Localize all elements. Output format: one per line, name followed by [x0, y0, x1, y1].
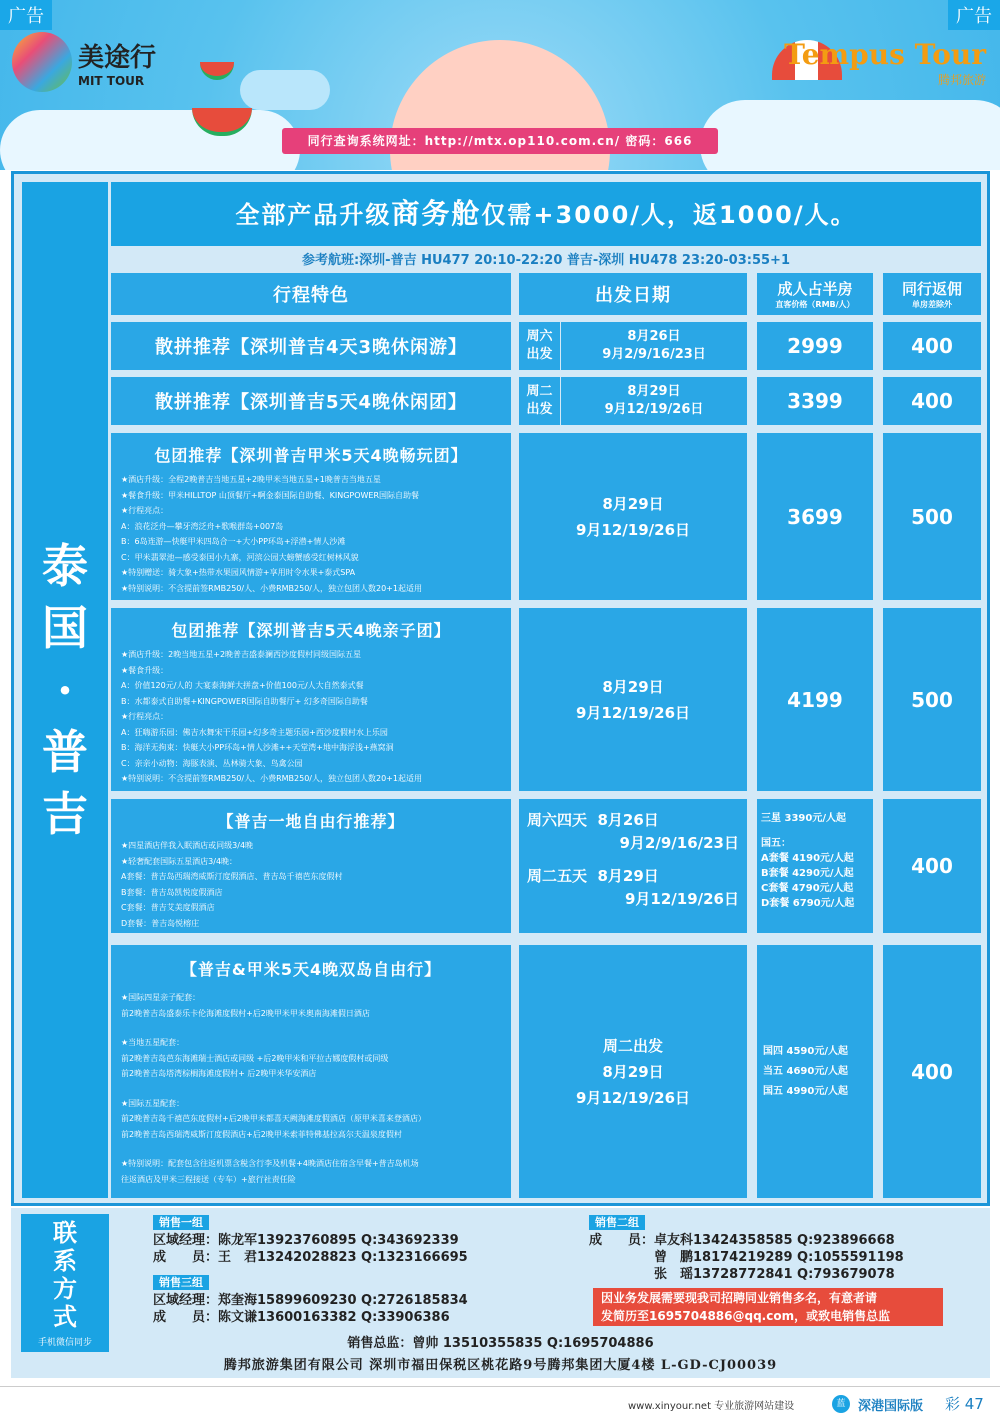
- detail-line: B：6岛连游—快艇甲米四岛合一+大小PP环岛+浮潜+情人沙滩: [121, 537, 346, 546]
- detail-line: ★特别说明：不含提前签RMB250/人、小费RMB250/人，独立包团人数20+1起适用: [121, 583, 422, 593]
- package-title: 【普吉&甲米5天4晚双岛自由行】: [180, 960, 442, 979]
- group-title: 销售二组: [589, 1215, 645, 1230]
- package-dates: [519, 945, 747, 1198]
- date-text: 9月2/9/16/23日: [619, 834, 739, 852]
- date-text: 9月2/9/16/23日: [602, 347, 706, 362]
- price-line: 当五 4690元/人起: [763, 1065, 848, 1077]
- detail-line: ★国际四星亲子配套：: [121, 993, 201, 1002]
- banner-pre: 全部产品升级: [235, 201, 392, 229]
- group-title: 销售一组: [153, 1215, 209, 1230]
- date-text: 9月12/19/26日: [575, 1088, 691, 1107]
- col-header-feature: 行程特色: [111, 273, 511, 315]
- detail-line: ★轻奢配套国际五星酒店3/4晚：: [121, 856, 238, 866]
- detail-line: ★餐食升级：甲米HILLTOP 山顶餐厅+啊金泰国际自助餐、KINGPOWER国际自助餐: [121, 490, 420, 500]
- price-cell: 2999: [757, 322, 873, 370]
- date-text: 8月26日: [597, 811, 659, 829]
- package-dates: [519, 433, 747, 600]
- price-list: [757, 799, 873, 933]
- detail-line: 往返酒店及甲米三程接送（专车）+旅行社责任险: [121, 1174, 296, 1184]
- week-text: 周六四天: [527, 811, 588, 829]
- upgrade-banner: [111, 182, 981, 246]
- logo-emblem-icon: [12, 32, 72, 92]
- logo-right-cn: 腾邦旅游: [937, 73, 986, 87]
- date-text: 8月29日: [627, 384, 681, 399]
- detail-line: ★行程亮点：: [121, 712, 169, 721]
- col-header-price: [757, 273, 873, 315]
- package-title: 【普吉一地自由行推荐】: [217, 812, 405, 831]
- detail-line: ★国际五星配套：: [121, 1098, 185, 1108]
- week-label: [519, 377, 561, 425]
- price-line: C套餐 4790元/人起: [761, 883, 854, 894]
- detail-line: A：狂嗨游乐园：佛吉水舞宋干乐园+幻多奇主题乐园+西沙度假村水上乐园: [121, 727, 388, 737]
- contact-label-sub: 手机微信同步: [37, 1337, 92, 1348]
- week-text: 周六: [526, 329, 553, 344]
- price-cell: 3399: [757, 377, 873, 425]
- date-text: 9月12/19/26日: [575, 703, 691, 722]
- rebate-cell: 500: [883, 608, 981, 791]
- price-line: B套餐 4290元/人起: [761, 868, 854, 879]
- cloud-graphic: [0, 110, 300, 170]
- package-title: 包团推荐【深圳普吉5天4晚亲子团】: [171, 621, 451, 640]
- package-detail: [111, 608, 511, 791]
- detail-line: 前2晚普吉岛千禧芭东度假村+后2晚甲米都喜天阙海滩度假酒店（原甲米喜来登酒店）: [121, 1114, 426, 1123]
- flight-info: 参考航班:深圳-普吉 HU477 20:10-22:20 普吉-深圳 HU478 23:20-03:55+1: [301, 253, 790, 268]
- detail-line: ★酒店升级：全程2晚普吉当地五星+2晚甲米当地五星+1晚普吉当地五星: [121, 475, 381, 484]
- table-row-date: [519, 322, 747, 370]
- detail-line: ★行程亮点：: [121, 506, 169, 515]
- side-title-char: 吉: [42, 787, 88, 841]
- ad-tag-left: 广告: [0, 0, 52, 30]
- date-text: 8月26日: [627, 329, 681, 344]
- side-title-char: 国: [42, 601, 88, 655]
- side-title-char: 普: [42, 725, 88, 779]
- company-info: 腾邦旅游集团有限公司 深圳市福田保税区桃花路9号腾邦集团大厦4楼 L-GD-CJ00039: [223, 1358, 778, 1373]
- recruit-notice: [593, 1288, 943, 1326]
- price-line: [761, 826, 869, 836]
- detail-line: ★酒店升级：2晚当地五星+2晚普吉盛泰澜西沙度假村同级国际五星: [121, 650, 362, 659]
- week-text: 周二: [526, 384, 553, 399]
- sales-director: 销售总监：曾帅 13510355835 Q:1695704886: [347, 1336, 654, 1351]
- date-text: 9月12/19/26日: [575, 520, 691, 539]
- price-cell: 3699: [757, 433, 873, 600]
- price-line: 国五 4990元/人起: [763, 1085, 848, 1097]
- package-detail: [111, 945, 511, 1198]
- price-line: D套餐 6790元/人起: [761, 898, 855, 909]
- mit-tour-logo: [12, 32, 156, 92]
- date-text: 8月29日: [602, 1062, 664, 1081]
- price-line: 国四 4590元/人起: [763, 1045, 848, 1057]
- detail-line: ★特别赠送：骑大象+热带水果园风情游+享用时令水果+泰式SPA: [121, 568, 356, 577]
- rebate-cell: 400: [883, 799, 981, 933]
- date-text: 8月29日: [602, 494, 664, 513]
- side-title-char: 泰: [42, 539, 88, 593]
- detail-line: [121, 1142, 501, 1156]
- contact-line: 成 员：卓友科13424358585 Q:923896668: [589, 1233, 895, 1248]
- date-text: 8月29日: [597, 867, 659, 885]
- rebate-cell: 500: [883, 433, 981, 600]
- package-detail: [111, 799, 511, 933]
- detail-line: [121, 1021, 501, 1035]
- contact-line: 成 员：王 君13242028823 Q:1323166695: [153, 1250, 468, 1265]
- contact-label-char: 式: [53, 1302, 77, 1331]
- price-line: A套餐 4190元/人起: [761, 853, 854, 864]
- rebate-cell: 400: [883, 377, 981, 425]
- package-detail: [111, 433, 511, 600]
- detail-line: [121, 1082, 501, 1096]
- detail-line: A：浪花泛舟—攀牙湾泛舟+歌喉群岛+007岛: [121, 521, 284, 531]
- recruit-line: 发简历至1695704886@qq.com，或致电销售总监: [601, 1309, 891, 1323]
- side-title: [22, 182, 108, 1198]
- footer-edition: 深港国际版: [858, 1399, 924, 1414]
- date-text: 8月29日: [602, 677, 664, 696]
- date-text: 周二出发: [602, 1036, 663, 1055]
- detail-line: B套餐：普吉岛凯悦度假酒店: [121, 887, 223, 897]
- logo-left-en: MIT TOUR: [78, 73, 145, 88]
- detail-line: A：价值120元/人的 大宴泰海鲜大拼盘+价值100元/人大自然泰式餐: [121, 681, 364, 690]
- package-dates: [519, 799, 747, 933]
- product-table: [11, 171, 990, 1206]
- recruit-line: 因业务发展需要现我司招聘同业销售多名，有意者请: [601, 1291, 878, 1305]
- rebate-cell: 400: [883, 945, 981, 1198]
- rebate-header-sub: 单房差除外: [912, 300, 952, 309]
- date-text: 9月12/19/26日: [624, 890, 739, 908]
- price-header-label: 成人占半房: [777, 280, 853, 298]
- package-title: 包团推荐【深圳普吉甲米5天4晚畅玩团】: [154, 446, 468, 465]
- sales-group-3: [153, 1274, 468, 1326]
- side-title-char: ·: [56, 663, 73, 717]
- price-list: [757, 945, 873, 1198]
- contact-line: 张 瑶13728772841 Q:793679078: [589, 1267, 895, 1282]
- sales-group-2: [589, 1214, 904, 1283]
- price-line: 三星 3390元/人起: [761, 813, 846, 824]
- price-cell: 4199: [757, 608, 873, 791]
- detail-line: C：甲米翡翠池—感受泰国小九寨，河滨公园大螃蟹感受红树林风貌: [121, 552, 359, 562]
- banner-post: 仅需+3000/人，返1000/人。: [481, 201, 857, 229]
- banner-big: 商务舱: [391, 197, 482, 230]
- logo-right-en: Tempus Tour: [784, 38, 986, 71]
- detail-line: 前2晚普吉岛塔湾棕榈海滩度假村+ 后2晚甲米华安酒店: [121, 1069, 317, 1078]
- package-dates: [519, 608, 747, 791]
- detail-line: D套餐：普吉岛悦榕庄: [121, 918, 200, 928]
- contact-label-char: 联: [53, 1218, 77, 1247]
- detail-line: A套餐：普吉岛西瑞湾威斯汀度假酒店、普吉岛千禧芭东度假村: [121, 872, 343, 881]
- table-row-title: 散拼推荐【深圳普吉5天4晚休闲团】: [111, 377, 511, 425]
- page-footer: [0, 1386, 1000, 1418]
- table-row-date: [519, 377, 747, 425]
- footer-site[interactable]: www.xinyour.net 专业旅游网站建设: [628, 1401, 795, 1412]
- detail-line: ★餐食升级：: [121, 665, 169, 675]
- contact-line: 曾 鹏18174219289 Q:1055591198: [589, 1250, 904, 1265]
- contact-line: 区域经理：郑奎海15899609230 Q:2726185834: [153, 1293, 468, 1308]
- detail-line: 前2晚普吉岛盛泰乐卡伦海滩度假村+后2晚甲米甲米奥南海滩假日酒店: [121, 1008, 370, 1018]
- week-label: [519, 322, 561, 370]
- detail-line: B：海洋无拘束：快艇大小PP环岛+情人沙滩++天堂湾+地中海浮浅+燕窝洞: [121, 743, 394, 752]
- ad-tag-right: 广告: [948, 0, 1000, 30]
- table-row-title: 散拼推荐【深圳普吉4天3晚休闲游】: [111, 322, 511, 370]
- contact-line: 成 员：陈文谦13600163382 Q:33906386: [153, 1310, 450, 1325]
- contact-section: [11, 1208, 990, 1378]
- detail-line: ★特别说明：不含提前签RMB250/人、小费RMB250/人，独立包团人数20+1起适用: [121, 774, 422, 783]
- rebate-cell: 400: [883, 322, 981, 370]
- week-text: 周二五天: [527, 867, 588, 885]
- date-text: 9月12/19/26日: [604, 402, 704, 417]
- rebate-header-label: 同行返佣: [901, 280, 962, 298]
- detail-line: B：水都泰式自助餐+KINGPOWER国际自助餐厅+ 幻多奇国际自助餐: [121, 696, 368, 706]
- header-banner: [0, 0, 1000, 170]
- price-line: 国五：: [761, 838, 791, 849]
- col-header-rebate: [883, 273, 981, 315]
- edition-badge-icon: 蓝: [832, 1395, 850, 1413]
- price-header-sub: 直客价格（RMB/人）: [775, 300, 855, 309]
- contact-label-char: 方: [53, 1274, 77, 1303]
- tempus-tour-logo: [784, 38, 986, 88]
- week-text: 出发: [526, 347, 553, 362]
- detail-line: 前2晚普吉岛西瑞湾威斯汀度假酒店+后2晚甲米索菲特佛基拉高尔夫温泉度假村: [121, 1129, 402, 1139]
- detail-line: C套餐：普吉艾美度假酒店: [121, 903, 215, 912]
- detail-line: ★特别说明：配套包含往返机票含税含行李及机餐+4晚酒店住宿含早餐+普吉岛机场: [121, 1159, 419, 1168]
- query-system-link[interactable]: 同行查询系统网址：http://mtx.op110.com.cn/ 密码：666: [282, 128, 718, 154]
- cloud-graphic: [700, 100, 1000, 170]
- cloud-graphic: [240, 70, 330, 110]
- contact-label-char: 系: [53, 1246, 77, 1275]
- detail-line: ★四星酒店伴我入眠酒店或同级3/4晚: [121, 841, 254, 850]
- page-number: 彩 47: [945, 1395, 984, 1413]
- detail-line: 前2晚普吉岛芭东海滩瑞士酒店或同级 +后2晚甲米和平拉古娜度假村或同级: [121, 1053, 389, 1063]
- col-header-date: 出发日期: [519, 273, 747, 315]
- detail-line: ★当地五星配套：: [121, 1038, 185, 1047]
- group-title: 销售三组: [153, 1275, 209, 1290]
- watermelon-icon: [200, 62, 234, 80]
- logo-left-cn: 美途行: [78, 42, 157, 73]
- detail-line: C：亲亲小动物：海豚表演、丛林骑大象、鸟禽公园: [121, 758, 303, 768]
- week-text: 出发: [526, 402, 553, 417]
- sales-group-1: [153, 1214, 468, 1266]
- contact-line: 区域经理：陈龙军13923760895 Q:343692339: [153, 1233, 459, 1248]
